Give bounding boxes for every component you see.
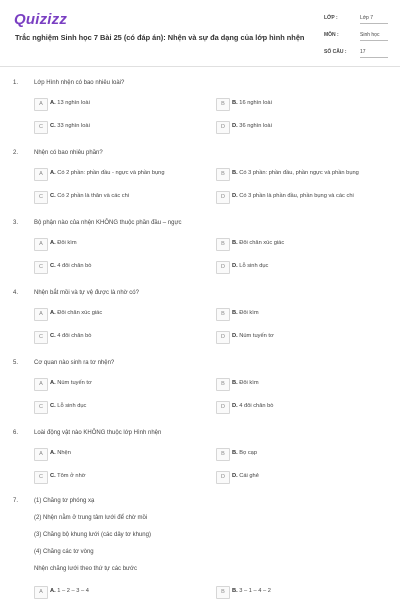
option-letter: D (216, 471, 230, 484)
option-text: Đôi chân xúc giác (239, 239, 285, 246)
quizizz-logo: Quizizz (14, 11, 68, 28)
option-prefix: D. (232, 262, 238, 269)
question-text: Lớp Hình nhện có bao nhiêu loài? (34, 80, 125, 86)
option-text: Đôi kìm (239, 309, 259, 316)
option-text: Có 2 phần là thân và các chi (57, 192, 130, 199)
option-prefix: B. (232, 379, 238, 386)
meta-label: LỚP : (324, 15, 338, 21)
option-prefix: A. (50, 587, 56, 594)
meta-value: Lớp 7 (360, 15, 388, 24)
option-prefix: A. (50, 99, 56, 106)
meta-row-count (324, 47, 388, 64)
option-text: Bọ cạp (239, 449, 257, 456)
question-number: 4. (13, 290, 19, 296)
option-prefix: A. (50, 449, 56, 456)
option-letter: C (34, 401, 48, 414)
option-text: Cái ghẻ (239, 472, 259, 479)
option-text: Núm tuyến tơ (239, 332, 274, 339)
question-number: 3. (13, 220, 19, 226)
worksheet-header (0, 0, 400, 66)
meta-label: SỐ CÂU : (324, 49, 347, 55)
option-letter: A (34, 586, 48, 599)
option-text: Có 3 phần là phần đầu, phần bụng và các chi (239, 192, 354, 199)
option-text: Lỗ sinh dục (57, 402, 87, 409)
option-text: 4 đôi chân bò (57, 262, 92, 269)
meta-label: MÔN : (324, 32, 339, 38)
option-prefix: A. (50, 169, 56, 176)
meta-value: 17 (360, 49, 388, 58)
question-line: (3) Chăng bộ khung lưới (các dây tơ khung) (34, 532, 151, 538)
question-number: 7. (13, 498, 19, 504)
option-prefix: B. (232, 587, 238, 594)
option-prefix: D. (232, 122, 238, 129)
option-prefix: A. (50, 379, 56, 386)
question-number: 2. (13, 150, 19, 156)
question-text: Loài động vật nào KHÔNG thuộc lớp Hình nhện (34, 430, 162, 436)
question-text: Bộ phận nào của nhện KHÔNG thuộc phần đầu – ngực (34, 220, 182, 226)
option-prefix: D. (232, 472, 238, 479)
worksheet-meta (324, 13, 388, 64)
question-text: Cơ quan nào sinh ra tơ nhện? (34, 360, 115, 366)
question-number: 5. (13, 360, 19, 366)
option-letter: B (216, 168, 230, 181)
option-prefix: C. (50, 192, 56, 199)
option-text: 3 – 1 – 4 – 2 (239, 587, 271, 594)
option-prefix: C. (50, 472, 56, 479)
option-text: Nhện (57, 449, 71, 456)
option-prefix: B. (232, 99, 238, 106)
worksheet-title: Trắc nghiệm Sinh học 7 Bài 25 (có đáp án): Nhện và sự đa dạng của lớp hình nhện (15, 33, 305, 42)
option-text: Có 2 phần: phần đầu - ngực và phần bụng (57, 169, 165, 176)
option-letter: A (34, 168, 48, 181)
meta-row-subject (324, 30, 388, 47)
option-text: Tôm ở nhờ (57, 472, 86, 479)
question-number: 1. (13, 80, 19, 86)
option-letter: D (216, 401, 230, 414)
option-prefix: C. (50, 262, 56, 269)
option-prefix: B. (232, 309, 238, 316)
option-letter: B (216, 448, 230, 461)
option-prefix: C. (50, 332, 56, 339)
option-letter: C (34, 331, 48, 344)
option-prefix: C. (50, 122, 56, 129)
option-prefix: B. (232, 449, 238, 456)
option-text: Đôi chân xúc giác (57, 309, 103, 316)
question-line: (4) Chăng các tơ vòng (34, 549, 94, 555)
option-prefix: D. (232, 402, 238, 409)
option-letter: C (34, 471, 48, 484)
option-text: 13 nghìn loài (57, 99, 90, 106)
option-prefix: A. (50, 239, 56, 246)
option-letter: A (34, 308, 48, 321)
option-text: 4 đôi chân bò (57, 332, 92, 339)
option-prefix: C. (50, 402, 56, 409)
option-letter: D (216, 191, 230, 204)
option-text: Núm tuyến tơ (57, 379, 92, 386)
option-text: 1 – 2 – 3 – 4 (57, 587, 89, 594)
header-divider (0, 66, 400, 67)
option-prefix: A. (50, 309, 56, 316)
question-number: 6. (13, 430, 19, 436)
option-letter: B (216, 98, 230, 111)
option-letter: A (34, 378, 48, 391)
option-letter: C (34, 121, 48, 134)
option-letter: D (216, 121, 230, 134)
question-line: (1) Chăng tơ phóng xạ (34, 498, 95, 504)
option-text: 33 nghìn loài (57, 122, 90, 129)
option-text: Đôi kìm (239, 379, 259, 386)
meta-value: Sinh học (360, 32, 388, 41)
option-prefix: B. (232, 169, 238, 176)
option-prefix: B. (232, 239, 238, 246)
option-text: 4 đôi chân bò (239, 402, 274, 409)
option-prefix: D. (232, 332, 238, 339)
option-text: 16 nghìn loài (239, 99, 272, 106)
question-text: Nhện có bao nhiêu phần? (34, 150, 103, 156)
question-text: Nhện bắt mồi và tự vệ được là nhờ có? (34, 290, 139, 296)
option-letter: A (34, 98, 48, 111)
question-line: (2) Nhện nằm ở trung tâm lưới để chờ mồi (34, 515, 148, 521)
option-letter: B (216, 378, 230, 391)
meta-row-grade (324, 13, 388, 30)
option-text: 36 nghìn loài (239, 122, 272, 129)
option-letter: C (34, 191, 48, 204)
option-text: Đôi kìm (57, 239, 77, 246)
option-text: Lỗ sinh dục (239, 262, 269, 269)
option-letter: C (34, 261, 48, 274)
option-letter: B (216, 586, 230, 599)
option-letter: D (216, 331, 230, 344)
option-text: Có 3 phần: phần đầu, phần ngực và phần bụng (239, 169, 359, 176)
option-letter: B (216, 308, 230, 321)
option-letter: B (216, 238, 230, 251)
option-prefix: D. (232, 192, 238, 199)
option-letter: D (216, 261, 230, 274)
option-letter: A (34, 448, 48, 461)
question-line: Nhện chăng lưới theo thứ tự các bước (34, 566, 137, 572)
option-letter: A (34, 238, 48, 251)
